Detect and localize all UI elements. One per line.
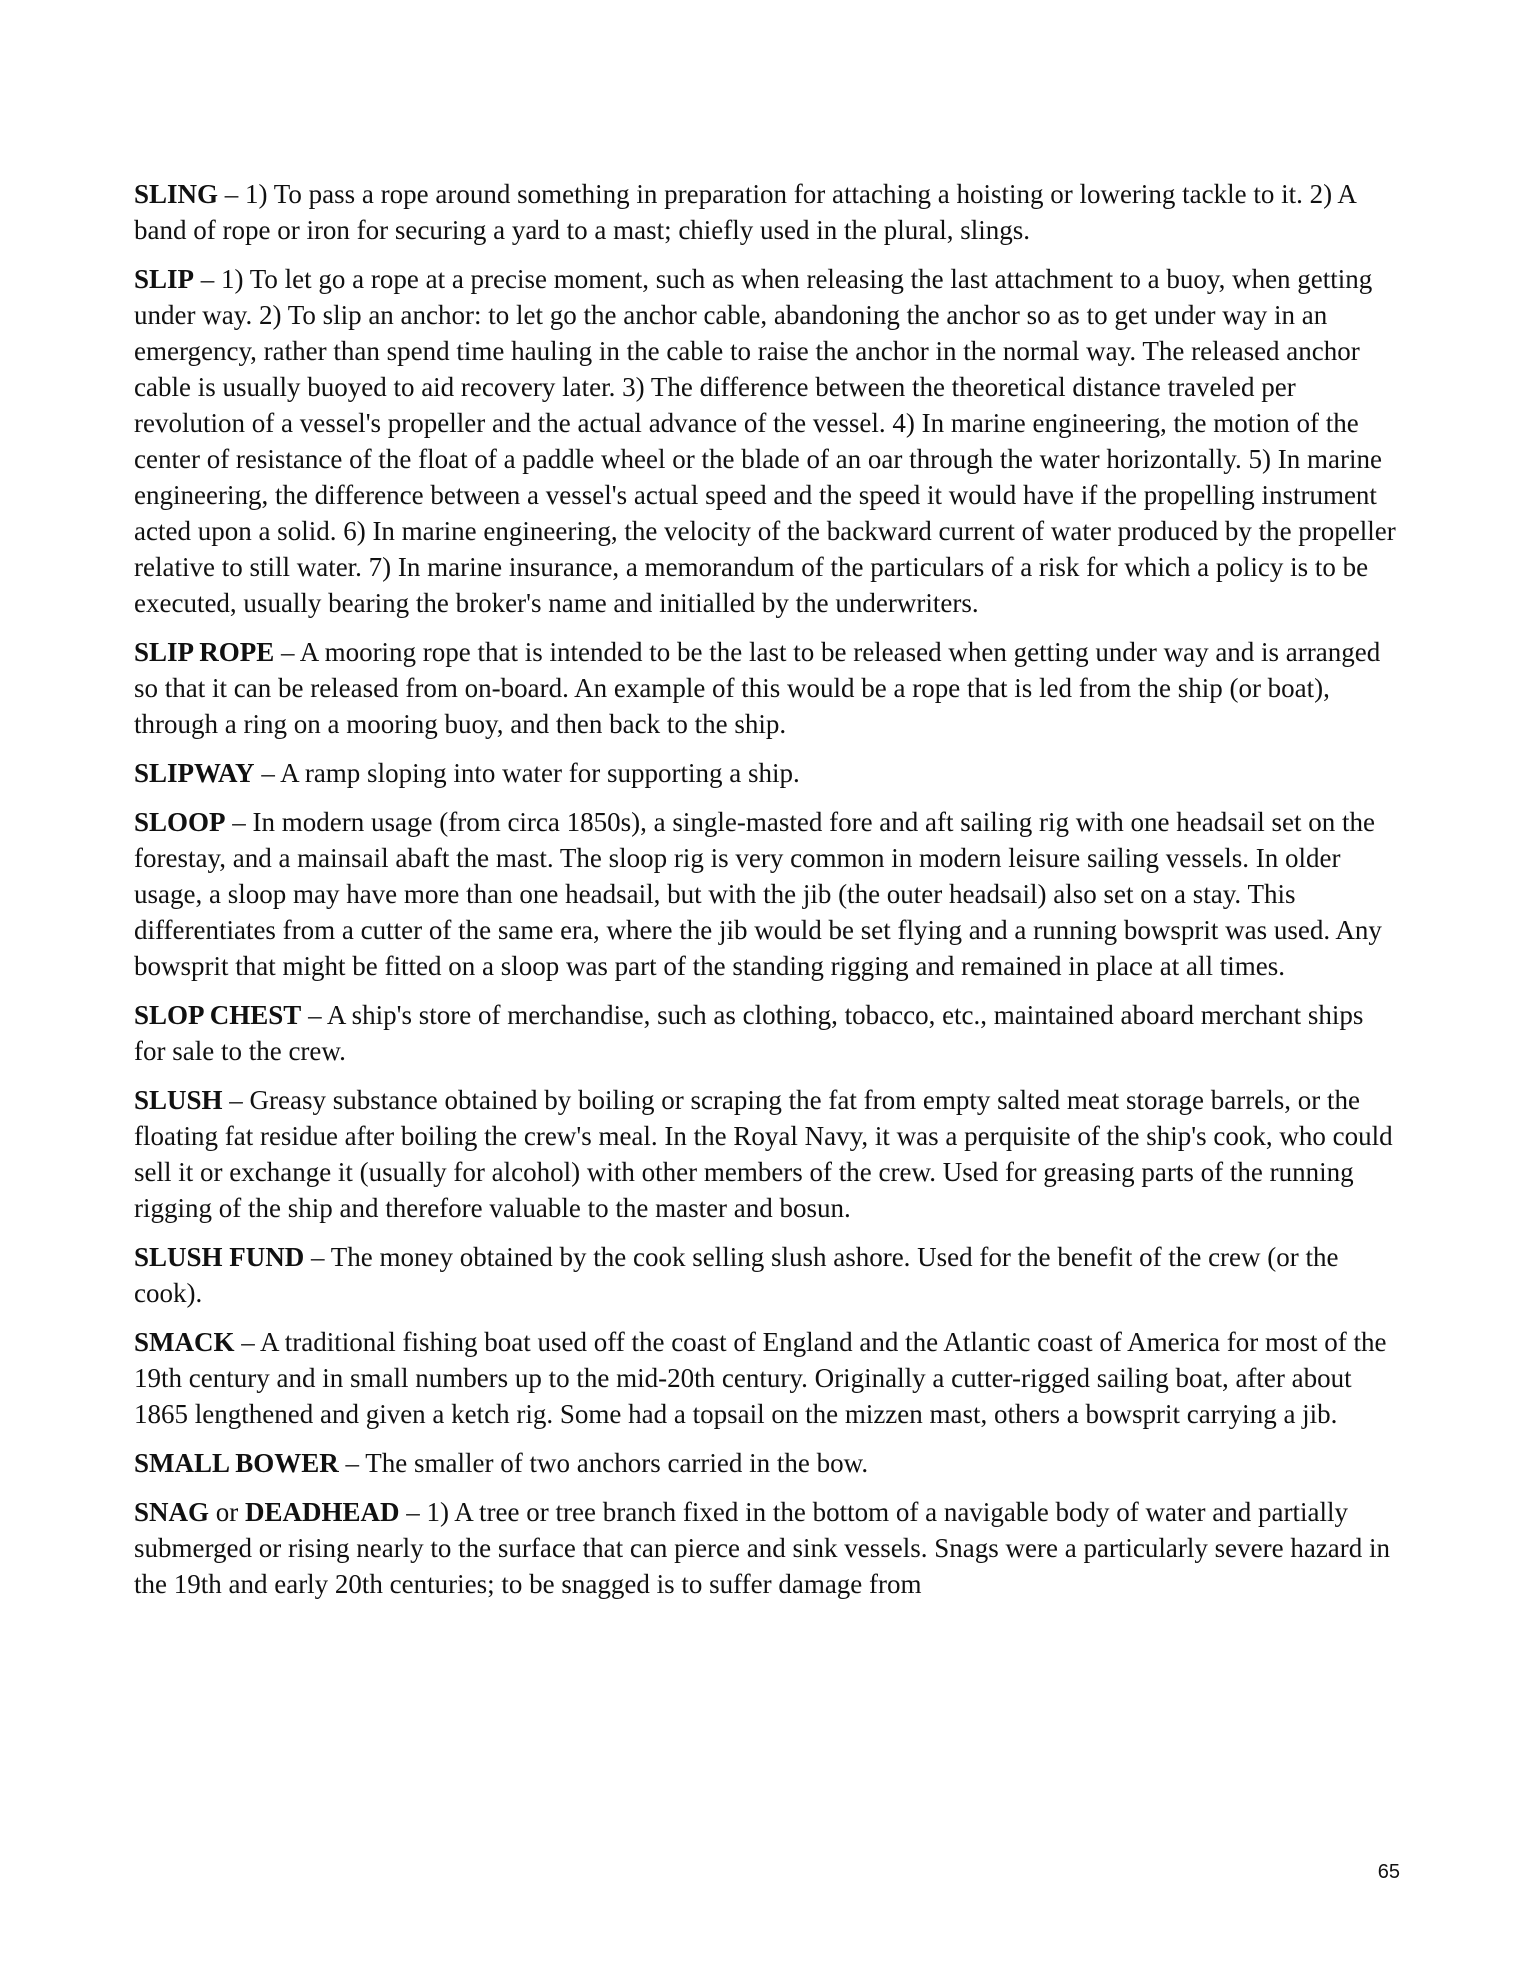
glossary-entry <box>134 1082 1396 1226</box>
glossary-term: SLUSH <box>134 1085 223 1115</box>
glossary-term: SLIPWAY <box>134 758 255 788</box>
glossary-term: SLIP ROPE <box>134 637 275 667</box>
glossary-definition: – A ship's store of merchandise, such as clothing, tobacco, etc., maintained aboard merchant ships for sale to the crew. <box>134 1000 1364 1066</box>
glossary-definition: – In modern usage (from circa 1850s), a single-masted fore and aft sailing rig with one headsail set on the forestay, and a mainsail abaft the mast. The sloop rig is very common in modern leisure sailing vessels. In older usage, a sloop may have more than one headsail, but with the jib (the outer headsail) also set on a stay. This differentiates from a cutter of the same era, where the jib would be set flying and a running bowsprit was used. Any bowsprit that might be fitted on a sloop was part of the standing rigging and remained in place at all times. <box>134 807 1382 981</box>
glossary-definition: – 1) To pass a rope around something in preparation for attaching a hoisting or lowering tackle to it. 2) A band of rope or iron for securing a yard to a mast; chiefly used in the plural, slings. <box>134 179 1356 245</box>
glossary-entry <box>134 804 1396 984</box>
glossary-entry <box>134 1239 1396 1311</box>
glossary-definition: – Greasy substance obtained by boiling or scraping the fat from empty salted meat storage barrels, or the floating fat residue after boiling the crew's meal. In the Royal Navy, it was a perquisite of the ship's cook, who could sell it or exchange it (usually for alcohol) with other members of the crew. Used for greasing parts of the running rigging of the ship and therefore valuable to the master and bosun. <box>134 1085 1393 1223</box>
glossary-entry <box>134 634 1396 742</box>
glossary-term: SLING <box>134 179 219 209</box>
glossary-entry <box>134 1324 1396 1432</box>
glossary-term: SLOP CHEST <box>134 1000 302 1030</box>
glossary-entries <box>134 176 1396 1615</box>
glossary-term: DEADHEAD <box>245 1497 400 1527</box>
glossary-definition: – A traditional fishing boat used off the coast of England and the Atlantic coast of America for most of the 19th century and in small numbers up to the mid-20th century. Originally a cutter-rigged sailing boat, after about 1865 lengthened and given a ketch rig. Some had a topsail on the mizzen mast, others a bowsprit carrying a jib. <box>134 1327 1387 1429</box>
glossary-term: SMALL BOWER <box>134 1448 339 1478</box>
glossary-definition: or <box>209 1497 246 1527</box>
glossary-definition: – The smaller of two anchors carried in the bow. <box>338 1448 869 1478</box>
glossary-definition: – A ramp sloping into water for supporting a ship. <box>254 758 800 788</box>
glossary-term: SNAG <box>134 1497 210 1527</box>
glossary-term: SLOOP <box>134 807 226 837</box>
page-number: 65 <box>1377 1861 1400 1883</box>
glossary-entry <box>134 1445 1396 1481</box>
glossary-term: SMACK <box>134 1327 235 1357</box>
glossary-definition: – A mooring rope that is intended to be the last to be released when getting under way and is arranged so that it can be released from on-board. An example of this would be a rope that is led from the ship (or boat), through a ring on a mooring buoy, and then back to the ship. <box>134 637 1381 739</box>
glossary-definition: – 1) A tree or tree branch fixed in the bottom of a navigable body of water and partially submerged or rising nearly to the surface that can pierce and sink vessels. Snags were a particularly severe hazard in the 19th and early 20th centuries; to be snagged is to suffer damage from <box>134 1497 1391 1599</box>
glossary-definition: – 1) To let go a rope at a precise moment, such as when releasing the last attachment to a buoy, when getting under way. 2) To slip an anchor: to let go the anchor cable, abandoning the anchor so as to get under way in an emergency, rather than spend time hauling in the cable to raise the anchor in the normal way. The released anchor cable is usually buoyed to aid recovery later. 3) The difference between the theoretical distance traveled per revolution of a vessel's propeller and the actual advance of the vessel. 4) In marine engineering, the motion of the center of resistance of the float of a paddle wheel or the blade of an oar through the water horizontally. 5) In marine engineering, the difference between a vessel's actual speed and the speed it would have if the propelling instrument acted upon a solid. 6) In marine engineering, the velocity of the backward current of water produced by the propeller relative to still water. 7) In marine insurance, a memorandum of the particulars of a risk for which a policy is to be executed, usually bearing the broker's name and initialled by the underwriters. <box>134 264 1396 618</box>
glossary-entry <box>134 1494 1396 1602</box>
glossary-term: SLUSH FUND <box>134 1242 305 1272</box>
glossary-entry <box>134 997 1396 1069</box>
glossary-entry <box>134 755 1396 791</box>
glossary-term: SLIP <box>134 264 195 294</box>
glossary-entry <box>134 176 1396 248</box>
glossary-entry <box>134 261 1396 621</box>
glossary-definition: – The money obtained by the cook selling slush ashore. Used for the benefit of the crew (or the cook). <box>134 1242 1339 1308</box>
